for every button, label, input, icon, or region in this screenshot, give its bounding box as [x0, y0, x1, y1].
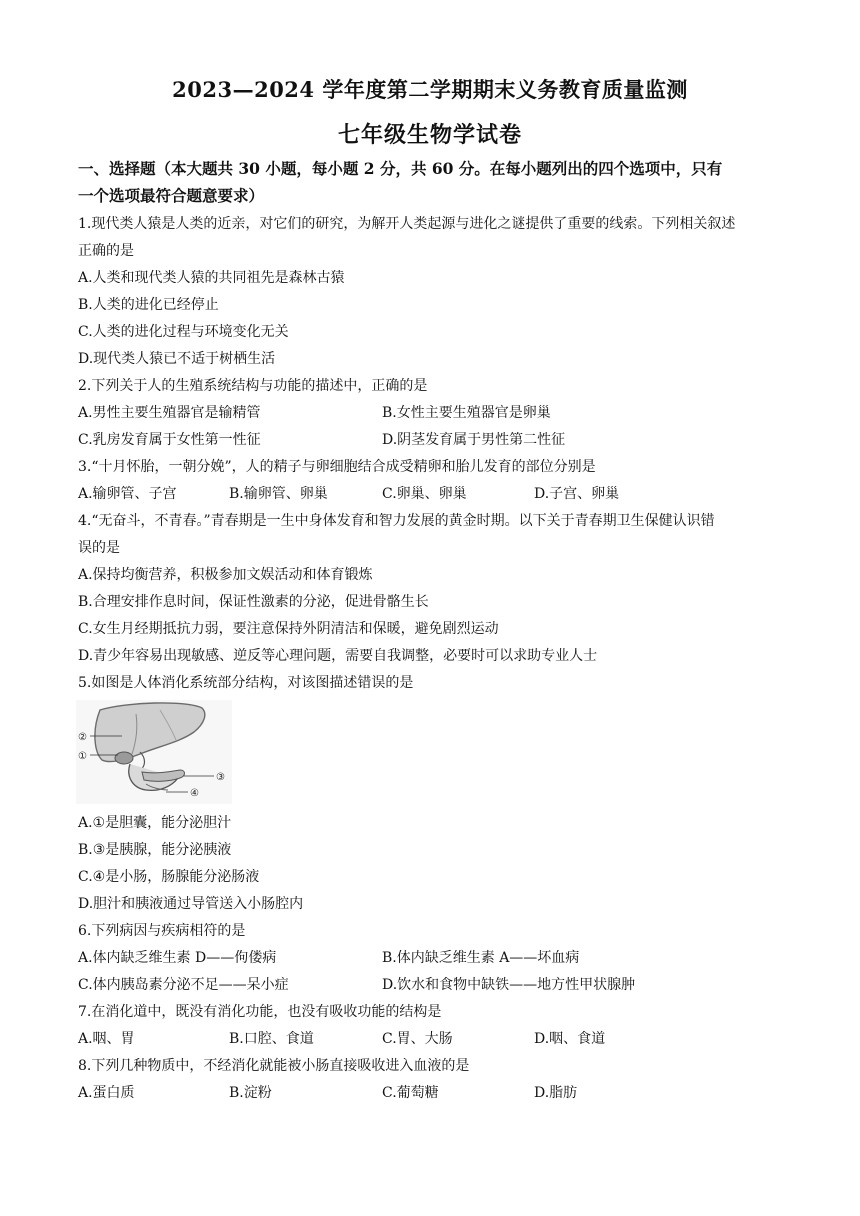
q3-option-d: D.子宫、卵巢: [534, 486, 620, 502]
q5-stem: 5.如图是人体消化系统部分结构，对该图描述错误的是: [78, 675, 414, 691]
digestive-system-figure: [76, 700, 232, 804]
q7-option-b: B.口腔、食道: [229, 1031, 314, 1047]
q4-option-b: B.合理安排作息时间，保证性激素的分泌，促进骨骼生长: [78, 594, 429, 610]
q2-option-a: A.男性主要生殖器官是输精管: [78, 405, 261, 421]
figure-label-2: ②: [78, 732, 87, 743]
q5-option-d: D.胆汁和胰液通过导管送入小肠腔内: [78, 896, 304, 912]
q5-option-b: B.③是胰腺，能分泌胰液: [78, 842, 232, 858]
q6-stem: 6.下列病因与疾病相符的是: [78, 923, 246, 939]
figure-label-3: ③: [216, 772, 225, 783]
section-heading-line2: 一个选项最符合题意要求）: [78, 186, 265, 205]
section-heading-line1: 一、选择题（本大题共 30 小题，每小题 2 分，共 60 分。在每小题列出的四个选项中，只有: [78, 159, 723, 178]
q1-option-d: D.现代类人猿已不适于树栖生活: [78, 351, 276, 367]
q6-option-a: A.体内缺乏维生素 D——佝偻病: [78, 950, 277, 966]
q6-option-c: C.体内胰岛素分泌不足——呆小症: [78, 977, 289, 993]
exam-subtitle: 七年级生物学试卷: [337, 122, 522, 148]
q1-option-a: A.人类和现代类人猿的共同祖先是森林古猿: [78, 270, 345, 286]
q2-option-b: B.女性主要生殖器官是卵巢: [382, 405, 551, 421]
q3-option-b: B.输卵管、卵巢: [229, 486, 328, 502]
q8-option-b: B.淀粉: [229, 1085, 272, 1101]
figure-label-1: ①: [78, 751, 87, 762]
q7-option-a: A.咽、胃: [78, 1031, 135, 1047]
q3-stem: 3.“十月怀胎，一朝分娩”，人的精子与卵细胞结合成受精卵和胎儿发育的部位分别是: [78, 459, 596, 475]
q2-stem: 2.下列关于人的生殖系统结构与功能的描述中，正确的是: [78, 378, 428, 394]
q1-stem-line2: 正确的是: [78, 243, 134, 259]
q8-option-d: D.脂肪: [534, 1085, 578, 1101]
q5-option-c: C.④是小肠，肠腺能分泌肠液: [78, 869, 260, 885]
q4-option-a: A.保持均衡营养，积极参加文娱活动和体育锻炼: [78, 567, 373, 583]
q4-stem-line2: 误的是: [78, 540, 120, 556]
exam-title: 2023—2024 学年度第二学期期末义务教育质量监测: [172, 77, 688, 102]
q8-stem: 8.下列几种物质中，不经消化就能被小肠直接吸收进入血液的是: [78, 1058, 470, 1074]
q7-stem: 7.在消化道中，既没有消化功能，也没有吸收功能的结构是: [78, 1004, 442, 1020]
q8-option-a: A.蛋白质: [78, 1085, 135, 1101]
q4-stem-line1: 4.“无奋斗，不青春。”青春期是一生中身体发育和智力发展的黄金时期。以下关于青春期卫生保健认识错: [78, 513, 715, 529]
q1-stem-line1: 1.现代类人猿是人类的近亲，对它们的研究，为解开人类起源与进化之谜提供了重要的线索。下列相关叙述: [78, 216, 736, 232]
q2-option-d: D.阴茎发育属于男性第二性征: [382, 432, 566, 448]
q7-option-d: D.咽、食道: [534, 1031, 606, 1047]
q6-option-d: D.饮水和食物中缺铁——地方性甲状腺肿: [382, 977, 636, 993]
q7-option-c: C.胃、大肠: [382, 1031, 453, 1047]
q3-option-a: A.输卵管、子宫: [78, 486, 177, 502]
q4-option-d: D.青少年容易出现敏感、逆反等心理问题，需要自我调整，必要时可以求助专业人士: [78, 648, 598, 664]
q1-option-c: C.人类的进化过程与环境变化无关: [78, 324, 289, 340]
figure-label-4: ④: [190, 788, 199, 799]
q2-option-c: C.乳房发育属于女性第一性征: [78, 432, 261, 448]
q6-option-b: B.体内缺乏维生素 A——坏血病: [382, 950, 580, 966]
q4-option-c: C.女生月经期抵抗力弱，要注意保持外阴清洁和保暖，避免剧烈运动: [78, 621, 499, 637]
q8-option-c: C.葡萄糖: [382, 1085, 439, 1101]
q5-option-a: A.①是胆囊，能分泌胆汁: [78, 815, 232, 831]
q3-option-c: C.卵巢、卵巢: [382, 486, 467, 502]
q1-option-b: B.人类的进化已经停止: [78, 297, 219, 313]
